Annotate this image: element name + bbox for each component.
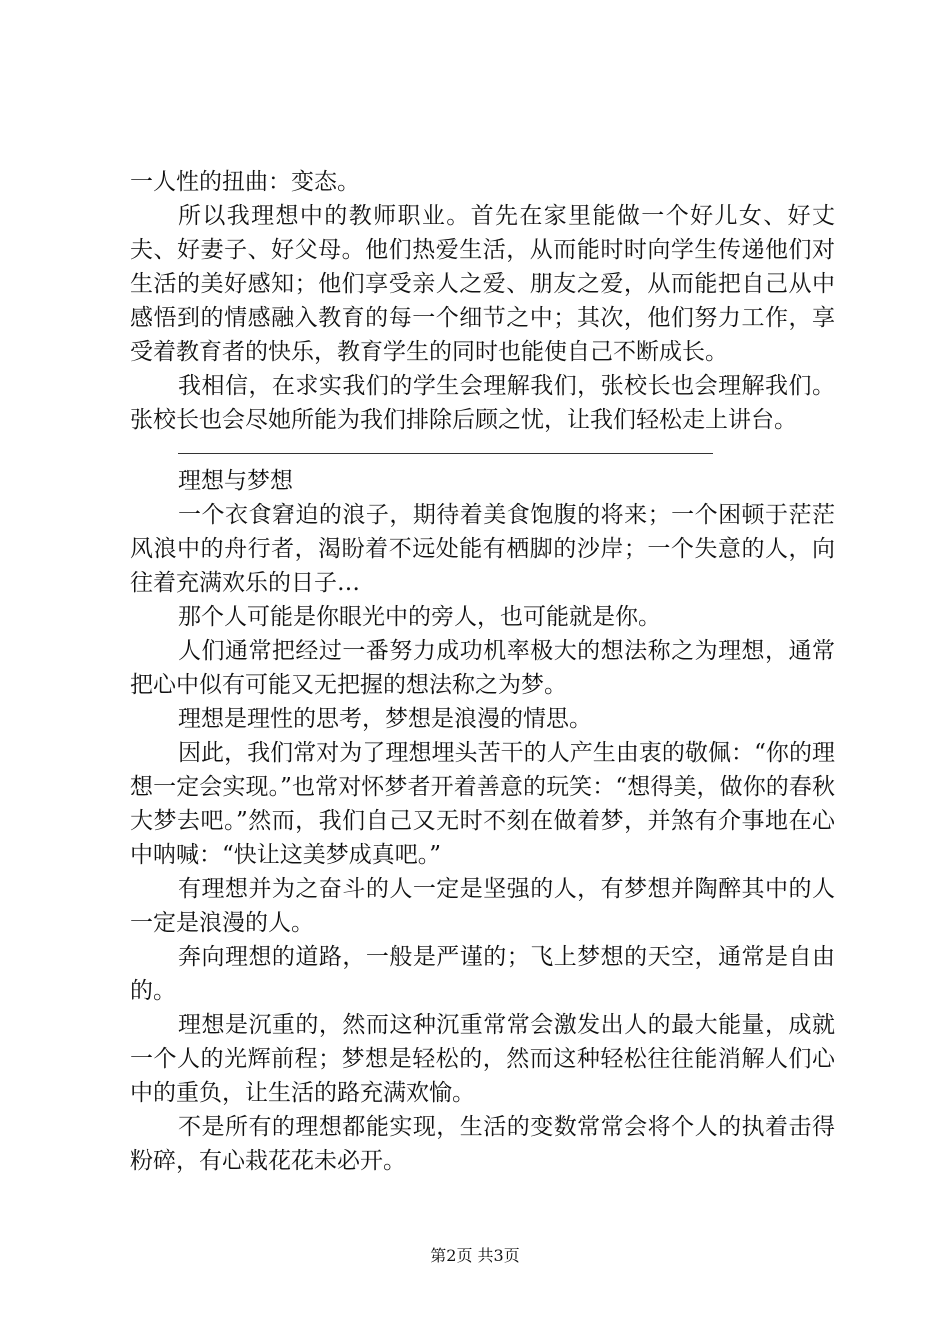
paragraph: 有理想并为之奋斗的人一定是坚强的人，有梦想并陶醉其中的人一定是浪漫的人。 — [130, 876, 835, 936]
page-number-footer: 第2页 共3页 — [430, 1246, 520, 1265]
paragraph: 一人性的扭曲：变态。 — [130, 169, 360, 195]
paragraph: 理想是沉重的，然而这种沉重常常会激发出人的最大能量，成就一个人的光辉前程；梦想是轻松的，然而这种轻松往往能消解人们心中的重负，让生活的路充满欢愉。 — [130, 1012, 835, 1106]
section-title: 理想与梦想 — [178, 468, 293, 494]
paragraph: 那个人可能是你眼光中的旁人，也可能就是你。 — [178, 604, 661, 630]
section-divider — [178, 453, 713, 454]
paragraph: 所以我理想中的教师职业。首先在家里能做一个好儿女、好丈夫、好妻子、好父母。他们热爱生活，从而能时时向学生传递他们对生活的美好感知；他们享受亲人之爱、朋友之爱，从而能把自己从中感悟到的情感融入教育的每一个细节之中；其次，他们努力工作，享受着教育者的快乐，教育学生的同时也能使自己不断成长。 — [130, 203, 835, 365]
paragraph: 不是所有的理想都能实现，生活的变数常常会将个人的执着击得粉碎，有心栽花花未必开。 — [130, 1114, 835, 1174]
paragraph: 因此，我们常对为了理想埋头苦干的人产生由衷的敬佩：“你的理想一定会实现。”也常对怀梦者开着善意的玩笑：“想得美，做你的春秋大梦去吧。”然而，我们自己又无时不刻在做着梦，并煞有介事地在心中呐喊：“快让这美梦成真吧。” — [130, 740, 835, 868]
paragraph: 人们通常把经过一番努力成功机率极大的想法称之为理想，通常把心中似有可能又无把握的想法称之为梦。 — [130, 638, 835, 698]
document-body — [130, 165, 835, 1178]
paragraph: 奔向理想的道路，一般是严谨的；飞上梦想的天空，通常是自由的。 — [130, 944, 835, 1004]
paragraph: 一个衣食窘迫的浪子，期待着美食饱腹的将来；一个困顿于茫茫风浪中的舟行者，渴盼着不远处能有栖脚的沙岸；一个失意的人，向往着充满欢乐的日子… — [130, 502, 835, 596]
paragraph: 理想是理性的思考，梦想是浪漫的情思。 — [178, 706, 592, 732]
paragraph: 我相信，在求实我们的学生会理解我们，张校长也会理解我们。张校长也会尽她所能为我们排除后顾之忧，让我们轻松走上讲台。 — [130, 373, 835, 433]
